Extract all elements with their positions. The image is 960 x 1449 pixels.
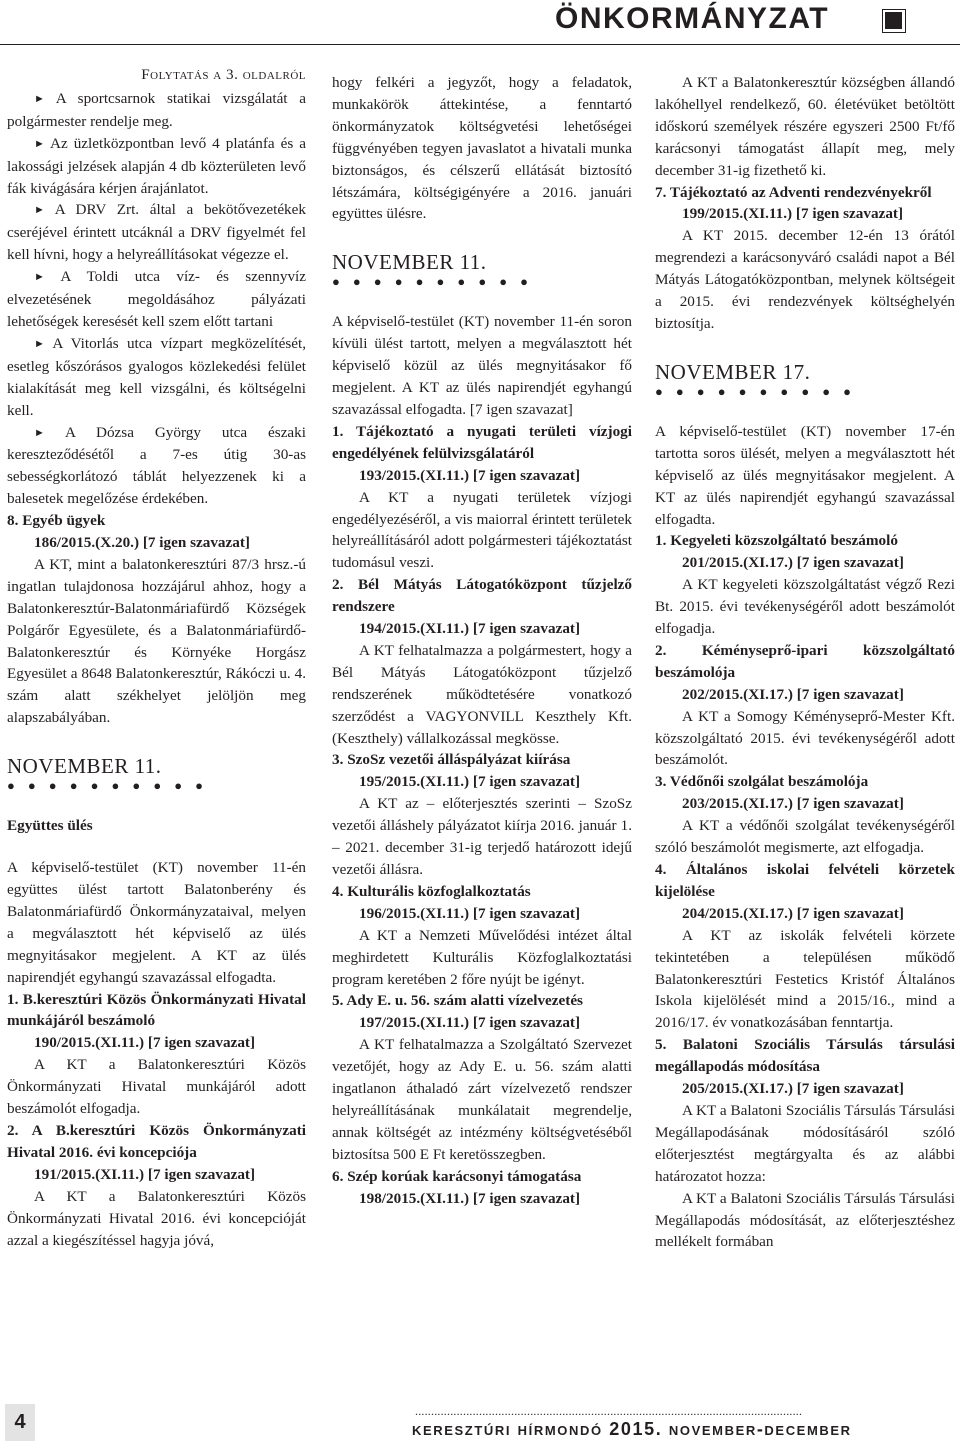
resolution-text: A KT felhatalmazza a Szolgáltató Szervezet vezetőjét, hogy az Ady E. u. 56. szám alatti ingatlanon áthaladó zárt vízelvezető rendszer helyreállításának munkálatait megrendelje, annak költségét az intézmény költségvetéséből biztosítsa 500 E Ft keretösszegben. xyxy=(332,1036,632,1163)
agenda-heading: 5. Balatoni Szociális Társulás társulási megállapodás módosítása xyxy=(655,1036,955,1076)
resolution-number: 191/2015.(XI.11.) [7 igen szavazat] xyxy=(34,1165,256,1183)
column-3 xyxy=(655,72,955,1253)
resolution-text: A KT a védőnői szolgálat tevékenységéről szóló beszámolót megismerte, azt elfogadja. xyxy=(655,817,955,857)
agenda-heading: 3. SzoSz vezetői álláspályázat kiírása xyxy=(332,751,571,769)
bullet-item: ► A Vitorlás utca vízpart megközelítését, esetleg kőszórásos gyalogos közlekedési felület kialakítását meg kell vizsgálni, és költségelni kell. xyxy=(7,334,306,419)
resolution-text: A KT a Balatonkeresztúri Közös Önkormányzati Hivatal 2016. évi koncepcióját azzal a kiegészítéssel hagyja jóvá, xyxy=(7,1187,306,1249)
resolution-text: A KT a Somogy Kéményseprő-Mester Kft. közszolgáltató 2015. évi tevékenységéről adott beszámolót. xyxy=(655,707,955,769)
dot-divider: ● ● ● ● ● ● ● ● ● ● xyxy=(7,778,208,794)
triangle-bullet-icon: ► xyxy=(34,426,45,439)
session-subheading: Együttes ülés xyxy=(7,817,93,835)
bullet-item: ► A sportcsarnok statikai vizsgálatát a polgármester rendelje meg. xyxy=(7,89,307,130)
resolution-text: A KT 2015. december 12-én 13 órától megrendezi a karácsonyváró családi napot a Bél Mátyás Látogatóközpontban, melynek költségeit a 2015. évi rendezvények költséghelyén biztosítja. xyxy=(655,227,955,332)
agenda-heading: 2. Kéményseprő-ipari közszolgáltató beszámolója xyxy=(655,641,955,681)
session-date-heading: NOVEMBER 11. xyxy=(7,754,162,779)
section-title: ÖNKORMÁNYZAT xyxy=(555,2,830,35)
dot-divider: ● ● ● ● ● ● ● ● ● ● xyxy=(332,274,533,290)
agenda-heading: 1. B.keresztúri Közös Önkormányzati Hivatal munkájáról beszámoló xyxy=(7,990,306,1030)
agenda-heading: 3. Védőnői szolgálat beszámolója xyxy=(655,773,869,791)
resolution-text: A KT, mint a balatonkeresztúri 87/3 hrsz.-ú ingatlan tulajdonosa hozzájárul ahhoz, hogy a Balatonkeresztúr-Balatonmáriafürdő Községek Polgárőr Egyesülete, és a Balatonmáriafürdő-Balatonkeresztúr és Környéke Horgász Egyesület a 8648 Balatonkeresztúr, Rákóczi u. 4. szám alatt székhelyet jelöljön meg alapszabályában. xyxy=(7,555,306,727)
triangle-bullet-icon: ► xyxy=(34,271,45,284)
agenda-heading: 2. A B.keresztúri Közös Önkormányzati Hivatal 2016. évi koncepciója xyxy=(7,1121,306,1161)
session-date-heading: NOVEMBER 11. xyxy=(332,250,487,275)
column-1 xyxy=(7,64,306,1251)
session-intro: A képviselő-testület (KT) november 17-én tartotta soros ülését, melyen a megválasztott hét képviselő az ülés megnyitásakor megjelent. A KT az ülés napirendjét egyhangú szavazással elfogadta. xyxy=(655,422,955,528)
session-intro: A képviselő-testület (KT) november 11-én soron kívüli ülést tartott, melyen a megválasztott hét képviselő közül az ülés megnyitásakor fő megjelent. A KT az ülés napirendjét egyhangú szavazással elfogadta. [7 igen szavazat] xyxy=(332,313,632,418)
triangle-bullet-icon: ► xyxy=(34,337,45,350)
resolution-text: A KT a Balatonkeresztúri Közös Önkormányzati Hivatal munkájáról adott beszámolót elfogadja. xyxy=(7,1056,306,1118)
resolution-number: 199/2015.(XI.11.) [7 igen szavazat] xyxy=(682,205,904,223)
bullet-item: ► A Dózsa György utca északi kereszteződésétől a 7-es útig 30-as sebességkorlátozó táblát helyezzenek ki a balesetek megelőzése érdekében. xyxy=(7,423,306,508)
footer-dot-rule: ......................................................................................................................... xyxy=(415,1404,803,1418)
resolution-number: 194/2015.(XI.11.) [7 igen szavazat] xyxy=(359,620,581,638)
bullet-item: ► A Toldi utca víz- és szennyvíz elvezetésének megoldásához pályázati lehetőségek keresését kell szem előtt tartani xyxy=(7,268,307,330)
resolution-text: A KT az – előterjesztés szerinti – SzoSz vezetői álláshely pályázatot kiírja 2016. január 1. – 2021. december 31-ig terjedő határozott idejű vezetői állásra. xyxy=(332,795,632,878)
resolution-number: 195/2015.(XI.11.) [7 igen szavazat] xyxy=(359,773,581,791)
resolution-text: A KT kegyeleti közszolgáltatást végző Rezi Bt. 2015. évi tevékenységéről adott beszámolót elfogadja. xyxy=(655,576,955,638)
resolution-number: 190/2015.(XI.11.) [7 igen szavazat] xyxy=(34,1034,256,1052)
resolution-number: 203/2015.(XI.17.) [7 igen szavazat] xyxy=(682,795,904,813)
page-number: 4 xyxy=(5,1404,35,1441)
resolution-text: A KT felhatalmazza a polgármestert, hogy a Bél Mátyás Látogatóközpont tűzjelző rendszerének működtetésére vonatkozó szerződést a VAGYONVILL Keszthely Kft. (Keszthely) vállalkozással megkösse. xyxy=(332,641,632,747)
agenda-heading: 1. Tájékoztató a nyugati területi vízjogi engedélyének felülvizsgálatáról xyxy=(332,422,632,462)
resolution-number: 202/2015.(XI.17.) [7 igen szavazat] xyxy=(682,685,904,703)
agenda-heading: 1. Kegyeleti közszolgáltató beszámoló xyxy=(655,532,898,550)
resolution-text: A KT a Balatoni Szociális Társulás Társulási Megállapodás módosítását, az előterjesztéshez mellékelt formában xyxy=(655,1189,955,1251)
resolution-text: A KT a Balatoni Szociális Társulás Társulási Megállapodásának módosításáról szóló előterjesztést megtárgyalta és az alábbi határozatot hozza: xyxy=(655,1101,955,1185)
resolution-number: 205/2015.(XI.17.) [7 igen szavazat] xyxy=(682,1080,904,1098)
resolution-number: 201/2015.(XI.17.) [7 igen szavazat] xyxy=(682,554,904,572)
resolution-number: 197/2015.(XI.11.) [7 igen szavazat] xyxy=(359,1014,581,1032)
agenda-heading: 7. Tájékoztató az Adventi rendezvényekről xyxy=(655,183,932,201)
triangle-bullet-icon: ► xyxy=(34,204,45,217)
resolution-number: 193/2015.(XI.11.) [7 igen szavazat] xyxy=(359,466,581,484)
agenda-heading: 5. Ady E. u. 56. szám alatti vízelvezetés xyxy=(332,992,583,1010)
column-2 xyxy=(332,72,632,1210)
resolution-number: 196/2015.(XI.11.) [7 igen szavazat] xyxy=(359,904,581,922)
resolution-text: A KT a Nemzeti Művelődési intézet által meghirdetett Kulturális Közfoglalkoztatási program keretében 2 főre nyújt be igényt. xyxy=(332,926,632,988)
resolution-text: A KT a nyugati területek vízjogi engedélyezéséről, a vis maiorral érintett területek helyreállításáról adott polgármesteri tájékoztatást tudomásul veszi. xyxy=(332,488,632,572)
continued-text: hogy felkéri a jegyzőt, hogy a feladatok, munkakörök áttekintése, a fenntartó önkormányzatok költségvetési lehetőségei függvényében tegyen javaslatot a hivatali munka biztonságos, és célszerű ellátását biztosító létszámára, költségigényére a 2016. januári együttes ülésre. xyxy=(332,74,632,223)
publication-footer: keresztúri hírmondó 2015. november-december xyxy=(412,1419,852,1439)
page-header xyxy=(0,0,960,44)
continuation-note: Folytatás a 3. oldalról xyxy=(141,66,306,83)
resolution-number: 186/2015.(X.20.) [7 igen szavazat] xyxy=(34,534,250,552)
resolution-number: 198/2015.(XI.11.) [7 igen szavazat] xyxy=(359,1189,581,1207)
header-rule xyxy=(0,44,960,45)
session-intro: A képviselő-testület (KT) november 11-én együttes ülést tartott Balatonberény és Balatonmáriafürdő Önkormányzataival, melyen a megválasztott hét képviselő az ülés megnyitásakor megjelent. A KT az ülés napirendjét egyhangú szavazással elfogadta. xyxy=(7,859,306,986)
agenda-heading: 8. Egyéb ügyek xyxy=(7,512,106,530)
session-date-heading: NOVEMBER 17. xyxy=(655,359,811,384)
triangle-bullet-icon: ► xyxy=(34,92,45,105)
agenda-heading: 2. Bél Mátyás Látogatóközpont tűzjelző rendszere xyxy=(332,576,632,616)
agenda-heading: 4. Kulturális közfoglalkoztatás xyxy=(332,882,531,900)
dot-divider: ● ● ● ● ● ● ● ● ● ● xyxy=(655,383,856,399)
agenda-heading: 6. Szép korúak karácsonyi támogatása xyxy=(332,1167,582,1185)
header-square-icon xyxy=(882,9,906,33)
resolution-text: A KT a Balatonkeresztúr községben állandó lakóhellyel rendelkező, 60. életévüket betöltött időskorú személyek részére egyszeri 2500 Ft/fő karácsonyi támogatást állapít meg, mely december 31-ig fizethető ki. xyxy=(655,74,955,179)
bullet-item: ► A DRV Zrt. által a bekötővezetékek cseréjével érintett utcáknál a DRV figyelmét fel kell hívni, hogy a helyreállításokat végezze el. xyxy=(7,201,306,264)
triangle-bullet-icon: ► xyxy=(34,137,45,150)
resolution-text: A KT az iskolák felvételi körzete tekintetében a településen működő Balatonkeresztúri Festetics Kristóf Általános Iskola kijelölését mind a 2015/16., mind a 2016/17. év vonatkozásában fenntartja. xyxy=(655,926,955,1032)
bullet-item: ► Az üzletközpontban levő 4 platánfa és a lakossági jelzések alapján 4 db közterületen levő fák kivágására kérjen árajánlatot. xyxy=(7,134,306,197)
agenda-heading: 4. Általános iskolai felvételi körzetek kijelölése xyxy=(655,861,955,900)
resolution-number: 204/2015.(XI.17.) [7 igen szavazat] xyxy=(682,904,904,922)
